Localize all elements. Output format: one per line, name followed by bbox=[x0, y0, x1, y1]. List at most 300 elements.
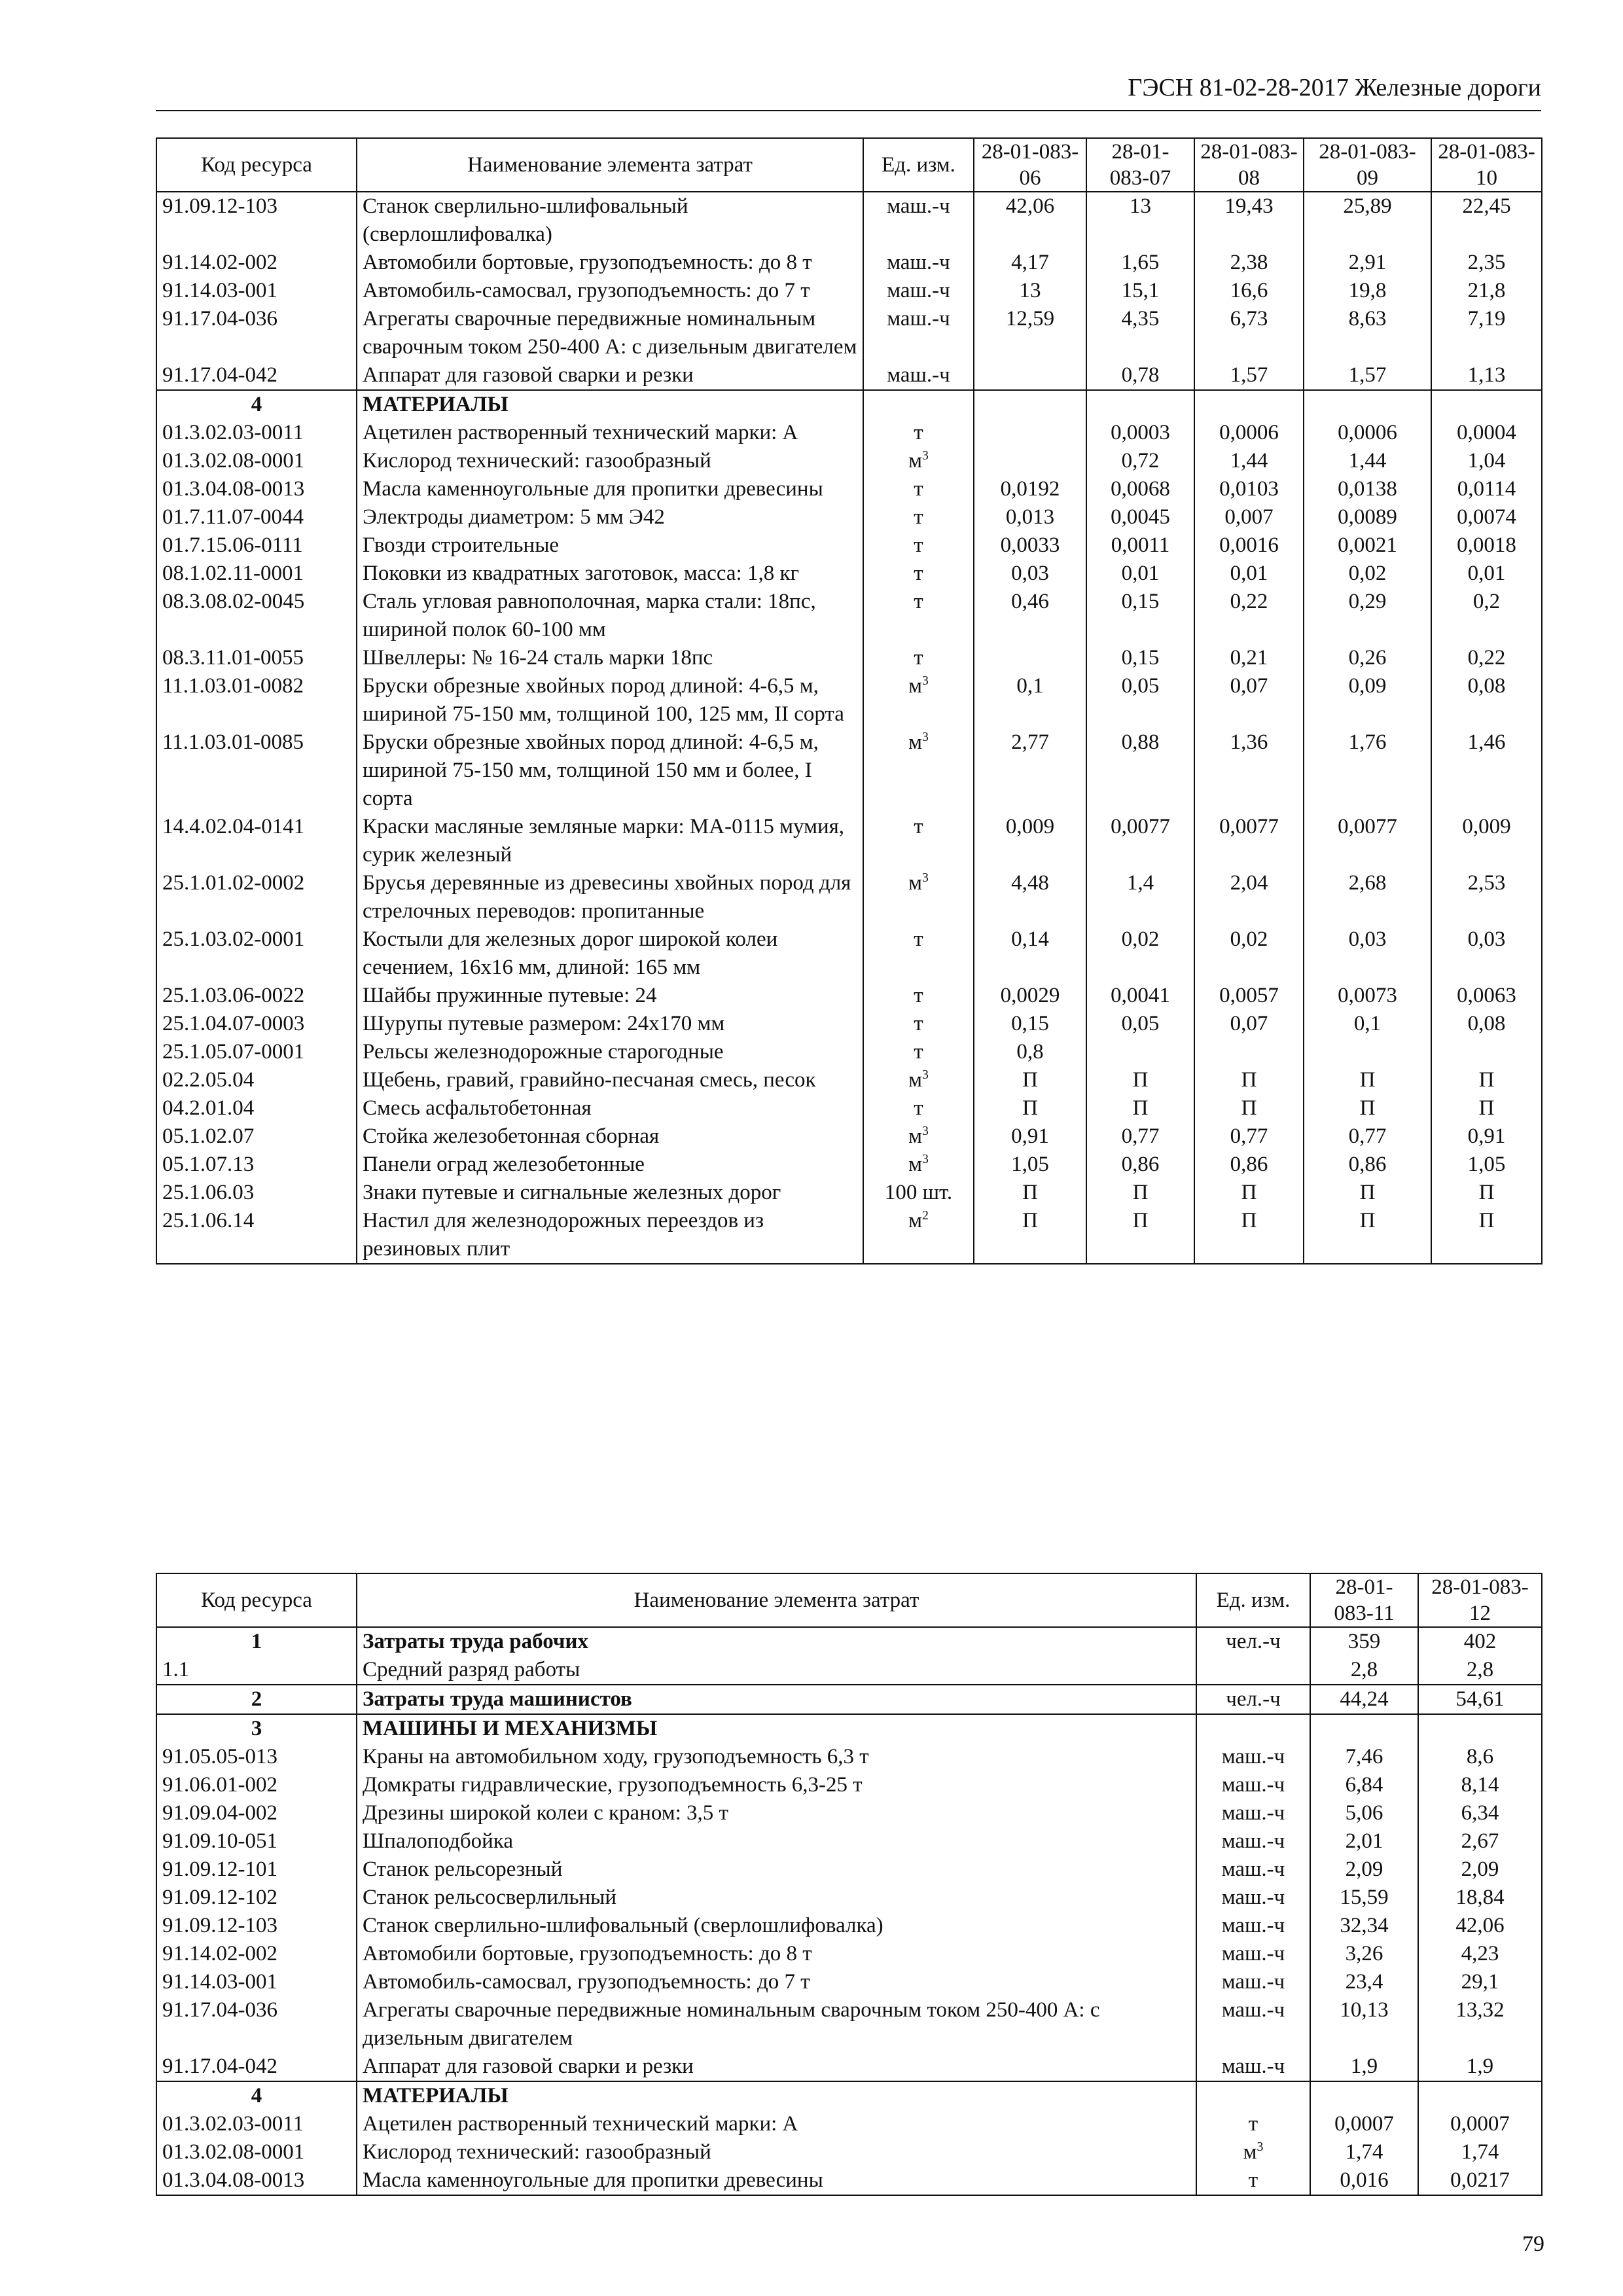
table-row bbox=[156, 1968, 1542, 1996]
resource-code: 91.14.03-001 bbox=[156, 277, 357, 305]
table-row bbox=[156, 1207, 1542, 1264]
unit-cell bbox=[1196, 2081, 1310, 2110]
table-row bbox=[156, 672, 1542, 728]
table-body bbox=[156, 192, 1542, 1264]
table-row bbox=[156, 1743, 1542, 1771]
table-body bbox=[156, 1627, 1542, 2195]
col-header-code: Код ресурса bbox=[156, 138, 357, 192]
resource-name: Электроды диаметром: 5 мм Э42 bbox=[357, 503, 863, 531]
value-cell: П bbox=[1431, 1179, 1542, 1207]
table-row bbox=[156, 277, 1542, 305]
resource-table-2 bbox=[156, 1573, 1543, 2196]
value-cell: 1,05 bbox=[974, 1151, 1086, 1179]
value-cell: 0,91 bbox=[1431, 1122, 1542, 1151]
value-cell: 1,13 bbox=[1431, 361, 1542, 390]
unit-cell: маш.-ч bbox=[1196, 1743, 1310, 1771]
unit-cell: маш.-ч bbox=[1196, 1856, 1310, 1884]
resource-code: 91.09.12-102 bbox=[156, 1884, 357, 1912]
unit-cell bbox=[1196, 1656, 1310, 1685]
value-cell bbox=[1086, 1038, 1194, 1066]
value-cell: 2,8 bbox=[1310, 1656, 1418, 1685]
value-cell: 0,15 bbox=[1086, 644, 1194, 672]
value-cell: 0,0192 bbox=[974, 475, 1086, 503]
value-cell: 4,17 bbox=[974, 249, 1086, 277]
resource-name: Сталь угловая равнополочная, марка стали: 18пс, шириной полок 60-100 мм bbox=[357, 588, 863, 644]
resource-name: Автомобили бортовые, грузоподъемность: до 8 т bbox=[357, 249, 863, 277]
value-cell: 2,09 bbox=[1418, 1856, 1542, 1884]
resource-name: Рельсы железнодорожные старогодные bbox=[357, 1038, 863, 1066]
value-cell: 0,1 bbox=[1304, 1010, 1431, 1038]
value-cell: 6,73 bbox=[1194, 305, 1304, 361]
value-cell: 2,8 bbox=[1418, 1656, 1542, 1685]
table-row bbox=[156, 1066, 1542, 1094]
resource-code: 91.09.12-103 bbox=[156, 1912, 357, 1940]
resource-name: МАТЕРИАЛЫ bbox=[357, 2081, 1196, 2110]
value-cell: 1,44 bbox=[1304, 447, 1431, 475]
unit-cell: $м^3$ bbox=[863, 672, 974, 728]
resource-code: 01.3.04.08-0013 bbox=[156, 2166, 357, 2195]
value-cell: 1,9 bbox=[1418, 2053, 1542, 2081]
page-header bbox=[156, 72, 1541, 111]
value-cell: 6,34 bbox=[1418, 1799, 1542, 1827]
resource-code: 91.09.12-101 bbox=[156, 1856, 357, 1884]
value-cell: 4,23 bbox=[1418, 1940, 1542, 1968]
unit-cell: маш.-ч bbox=[863, 305, 974, 361]
resource-code: 2 bbox=[156, 1685, 357, 1714]
value-cell: 19,8 bbox=[1304, 277, 1431, 305]
table-row bbox=[156, 813, 1542, 869]
col-header-unit: Ед. изм. bbox=[863, 138, 974, 192]
value-cell: 0,0138 bbox=[1304, 475, 1431, 503]
value-cell: 2,67 bbox=[1418, 1827, 1542, 1856]
resource-name: Агрегаты сварочные передвижные номинальным сварочным током 250-400 А: с дизельным двигателем bbox=[357, 305, 863, 361]
resource-name: Стойка железобетонная сборная bbox=[357, 1122, 863, 1151]
value-cell bbox=[1194, 390, 1304, 419]
unit-cell: т bbox=[863, 1038, 974, 1066]
resource-name: Ацетилен растворенный технический марки: А bbox=[357, 2110, 1196, 2138]
section-row bbox=[156, 1685, 1542, 1714]
resource-code: 01.7.15.06-0111 bbox=[156, 531, 357, 560]
table-row bbox=[156, 192, 1542, 249]
value-cell: 6,84 bbox=[1310, 1771, 1418, 1799]
table-row bbox=[156, 1151, 1542, 1179]
unit-cell: т bbox=[863, 560, 974, 588]
resource-code: 91.14.02-002 bbox=[156, 249, 357, 277]
value-cell bbox=[974, 390, 1086, 419]
resource-name: Настил для железнодорожных переездов из резиновых плит bbox=[357, 1207, 863, 1264]
value-cell: 0,0114 bbox=[1431, 475, 1542, 503]
unit-cell: $м^3$ bbox=[863, 869, 974, 925]
resource-name: Щебень, гравий, гравийно-песчаная смесь, песок bbox=[357, 1066, 863, 1094]
value-cell: 8,6 bbox=[1418, 1743, 1542, 1771]
resource-name: Краски масляные земляные марки: МА-0115 мумия, сурик железный bbox=[357, 813, 863, 869]
unit-cell: маш.-ч bbox=[1196, 1799, 1310, 1827]
value-cell: 0,009 bbox=[974, 813, 1086, 869]
value-cell bbox=[1431, 390, 1542, 419]
value-cell: П bbox=[1194, 1207, 1304, 1264]
value-cell: 13,32 bbox=[1418, 1996, 1542, 2053]
table-row bbox=[156, 1122, 1542, 1151]
value-cell: 0,0045 bbox=[1086, 503, 1194, 531]
value-cell bbox=[1194, 1038, 1304, 1066]
value-cell: П bbox=[1431, 1094, 1542, 1122]
value-cell: 0,15 bbox=[1086, 588, 1194, 644]
value-cell: 0,22 bbox=[1431, 644, 1542, 672]
value-cell: 23,4 bbox=[1310, 1968, 1418, 1996]
resource-code: 25.1.05.07-0001 bbox=[156, 1038, 357, 1066]
table-row bbox=[156, 644, 1542, 672]
unit-cell: маш.-ч bbox=[863, 192, 974, 249]
col-header-rate: 28-01-083-08 bbox=[1194, 138, 1304, 192]
resource-code: 14.4.02.04-0141 bbox=[156, 813, 357, 869]
value-cell: 0,2 bbox=[1431, 588, 1542, 644]
table-row bbox=[156, 503, 1542, 531]
table-row bbox=[156, 475, 1542, 503]
resource-name: Кислород технический: газообразный bbox=[357, 447, 863, 475]
value-cell: 1,74 bbox=[1418, 2138, 1542, 2166]
unit-cell: чел.-ч bbox=[1196, 1627, 1310, 1656]
value-cell: 0,46 bbox=[974, 588, 1086, 644]
section-row bbox=[156, 390, 1542, 419]
value-cell: 0,007 bbox=[1194, 503, 1304, 531]
value-cell: П bbox=[1304, 1094, 1431, 1122]
value-cell: 0,0007 bbox=[1310, 2110, 1418, 2138]
value-cell: 0,07 bbox=[1194, 672, 1304, 728]
value-cell: 1,74 bbox=[1310, 2138, 1418, 2166]
resource-name: Агрегаты сварочные передвижные номинальным сварочным током 250-400 А: с дизельным двигателем bbox=[357, 1996, 1196, 2053]
value-cell: 2,04 bbox=[1194, 869, 1304, 925]
table-row bbox=[156, 2166, 1542, 2195]
unit-cell: чел.-ч bbox=[1196, 1685, 1310, 1714]
value-cell: П bbox=[974, 1179, 1086, 1207]
unit-cell: маш.-ч bbox=[1196, 1940, 1310, 1968]
table-header-row bbox=[156, 1573, 1542, 1627]
value-cell: 0,0074 bbox=[1431, 503, 1542, 531]
value-cell: 42,06 bbox=[1418, 1912, 1542, 1940]
resource-code: 25.1.06.14 bbox=[156, 1207, 357, 1264]
value-cell: 0,0103 bbox=[1194, 475, 1304, 503]
col-header-unit: Ед. изм. bbox=[1196, 1573, 1310, 1627]
value-cell: 0,05 bbox=[1086, 1010, 1194, 1038]
unit-cell: т bbox=[863, 475, 974, 503]
value-cell bbox=[974, 644, 1086, 672]
resource-code: 91.06.01-002 bbox=[156, 1771, 357, 1799]
col-header-rate: 28-01-083-07 bbox=[1086, 138, 1194, 192]
value-cell: 0,0217 bbox=[1418, 2166, 1542, 2195]
value-cell: 8,63 bbox=[1304, 305, 1431, 361]
value-cell: 0,21 bbox=[1194, 644, 1304, 672]
table-row bbox=[156, 1010, 1542, 1038]
resource-name: Аппарат для газовой сварки и резки bbox=[357, 2053, 1196, 2081]
resource-code: 91.05.05-013 bbox=[156, 1743, 357, 1771]
value-cell: 0,15 bbox=[974, 1010, 1086, 1038]
value-cell bbox=[1304, 390, 1431, 419]
value-cell bbox=[1418, 2081, 1542, 2110]
value-cell: 0,0018 bbox=[1431, 531, 1542, 560]
resource-name: Панели оград железобетонные bbox=[357, 1151, 863, 1179]
unit-cell bbox=[1196, 1714, 1310, 1743]
resource-name: Станок сверлильно-шлифовальный (сверлошлифовалка) bbox=[357, 1912, 1196, 1940]
unit-cell: маш.-ч bbox=[1196, 1912, 1310, 1940]
col-header-rate: 28-01-083-06 bbox=[974, 138, 1086, 192]
table-header-row bbox=[156, 138, 1542, 192]
resource-code: 25.1.01.02-0002 bbox=[156, 869, 357, 925]
unit-cell: $м^3$ bbox=[863, 1151, 974, 1179]
value-cell bbox=[1431, 1038, 1542, 1066]
table-row bbox=[156, 560, 1542, 588]
value-cell: 0,91 bbox=[974, 1122, 1086, 1151]
value-cell: 0,0063 bbox=[1431, 982, 1542, 1010]
value-cell bbox=[1310, 2081, 1418, 2110]
value-cell: 1,46 bbox=[1431, 728, 1542, 813]
resource-name: Затраты труда рабочих bbox=[357, 1627, 1196, 1656]
value-cell: 1,76 bbox=[1304, 728, 1431, 813]
resource-name: Станок сверлильно-шлифовальный (сверлошлифовалка) bbox=[357, 192, 863, 249]
table-row bbox=[156, 2138, 1542, 2166]
resource-name: Кислород технический: газообразный bbox=[357, 2138, 1196, 2166]
table-row bbox=[156, 869, 1542, 925]
resource-name: Автомобиль-самосвал, грузоподъемность: до 7 т bbox=[357, 277, 863, 305]
value-cell: 0,0041 bbox=[1086, 982, 1194, 1010]
unit-cell: маш.-ч bbox=[1196, 1884, 1310, 1912]
resource-code: 25.1.03.02-0001 bbox=[156, 925, 357, 982]
resource-name: Брусья деревянные из древесины хвойных пород для стрелочных переводов: пропитанные bbox=[357, 869, 863, 925]
resource-code: 91.17.04-042 bbox=[156, 361, 357, 390]
value-cell: 0,86 bbox=[1086, 1151, 1194, 1179]
value-cell: 2,09 bbox=[1310, 1856, 1418, 1884]
value-cell: 0,0003 bbox=[1086, 419, 1194, 447]
value-cell: П bbox=[1304, 1066, 1431, 1094]
unit-cell: маш.-ч bbox=[863, 249, 974, 277]
resource-code: 91.17.04-042 bbox=[156, 2053, 357, 2081]
resource-code: 3 bbox=[156, 1714, 357, 1743]
value-cell: 0,1 bbox=[974, 672, 1086, 728]
table-row bbox=[156, 1771, 1542, 1799]
resource-name: Смесь асфальтобетонная bbox=[357, 1094, 863, 1122]
value-cell: П bbox=[974, 1207, 1086, 1264]
value-cell: 0,0068 bbox=[1086, 475, 1194, 503]
unit-cell: т bbox=[863, 1094, 974, 1122]
table-row bbox=[156, 361, 1542, 390]
value-cell: 0,88 bbox=[1086, 728, 1194, 813]
unit-cell: т bbox=[863, 503, 974, 531]
value-cell: 0,0016 bbox=[1194, 531, 1304, 560]
resource-code: 08.3.08.02-0045 bbox=[156, 588, 357, 644]
resource-name: Автомобили бортовые, грузоподъемность: до 8 т bbox=[357, 1940, 1196, 1968]
resource-name: Масла каменноугольные для пропитки древесины bbox=[357, 475, 863, 503]
value-cell: 1,65 bbox=[1086, 249, 1194, 277]
resource-name: МАШИНЫ И МЕХАНИЗМЫ bbox=[357, 1714, 1196, 1743]
table-row bbox=[156, 1656, 1542, 1685]
value-cell: 21,8 bbox=[1431, 277, 1542, 305]
value-cell: 0,02 bbox=[1304, 560, 1431, 588]
resource-name: Шурупы путевые размером: 24х170 мм bbox=[357, 1010, 863, 1038]
value-cell: 2,77 bbox=[974, 728, 1086, 813]
value-cell: 0,0073 bbox=[1304, 982, 1431, 1010]
value-cell: 402 bbox=[1418, 1627, 1542, 1656]
unit-cell: т bbox=[863, 1010, 974, 1038]
value-cell: 0,05 bbox=[1086, 672, 1194, 728]
value-cell: 29,1 bbox=[1418, 1968, 1542, 1996]
resource-code: 91.09.10-051 bbox=[156, 1827, 357, 1856]
value-cell: П bbox=[1431, 1066, 1542, 1094]
resource-name: Краны на автомобильном ходу, грузоподъемность 6,3 т bbox=[357, 1743, 1196, 1771]
table-row bbox=[156, 1940, 1542, 1968]
table-row bbox=[156, 588, 1542, 644]
value-cell: 44,24 bbox=[1310, 1685, 1418, 1714]
value-cell bbox=[974, 419, 1086, 447]
table-row bbox=[156, 1884, 1542, 1912]
value-cell: 0,0011 bbox=[1086, 531, 1194, 560]
section-row bbox=[156, 1627, 1542, 1656]
table-row bbox=[156, 925, 1542, 982]
value-cell: 2,53 bbox=[1431, 869, 1542, 925]
table-row bbox=[156, 982, 1542, 1010]
value-cell: 2,38 bbox=[1194, 249, 1304, 277]
col-header-name: Наименование элемента затрат bbox=[357, 138, 863, 192]
unit-cell: т bbox=[863, 644, 974, 672]
resource-table-1 bbox=[156, 137, 1543, 1265]
resource-code: 25.1.06.03 bbox=[156, 1179, 357, 1207]
resource-code: 91.09.12-103 bbox=[156, 192, 357, 249]
value-cell: 19,43 bbox=[1194, 192, 1304, 249]
value-cell: 12,59 bbox=[974, 305, 1086, 361]
resource-code: 08.3.11.01-0055 bbox=[156, 644, 357, 672]
resource-name: Домкраты гидравлические, грузоподъемность 6,3-25 т bbox=[357, 1771, 1196, 1799]
unit-cell: $м^3$ bbox=[863, 1122, 974, 1151]
value-cell: 0,77 bbox=[1086, 1122, 1194, 1151]
table-row bbox=[156, 2110, 1542, 2138]
resource-name: Знаки путевые и сигнальные железных дорог bbox=[357, 1179, 863, 1207]
resource-name: Дрезины широкой колеи с краном: 3,5 т bbox=[357, 1799, 1196, 1827]
resource-code: 01.7.11.07-0044 bbox=[156, 503, 357, 531]
value-cell: 0,09 bbox=[1304, 672, 1431, 728]
resource-name: Станок рельсосверлильный bbox=[357, 1884, 1196, 1912]
value-cell: 13 bbox=[974, 277, 1086, 305]
value-cell: 0,0077 bbox=[1194, 813, 1304, 869]
resource-name: Швеллеры: № 16-24 сталь марки 18пс bbox=[357, 644, 863, 672]
resource-code: 91.17.04-036 bbox=[156, 305, 357, 361]
resource-code: 01.3.02.03-0011 bbox=[156, 2110, 357, 2138]
value-cell bbox=[1086, 390, 1194, 419]
table-row bbox=[156, 1179, 1542, 1207]
unit-cell: т bbox=[863, 588, 974, 644]
resource-code: 91.17.04-036 bbox=[156, 1996, 357, 2053]
section-row bbox=[156, 1714, 1542, 1743]
resource-name: Средний разряд работы bbox=[357, 1656, 1196, 1685]
value-cell: П bbox=[1086, 1094, 1194, 1122]
value-cell: П bbox=[1304, 1207, 1431, 1264]
value-cell: 8,14 bbox=[1418, 1771, 1542, 1799]
table-row bbox=[156, 447, 1542, 475]
value-cell: 0,22 bbox=[1194, 588, 1304, 644]
value-cell: П bbox=[1431, 1207, 1542, 1264]
page-number: 79 bbox=[1522, 2232, 1544, 2256]
resource-code: 02.2.05.04 bbox=[156, 1066, 357, 1094]
resource-code: 11.1.03.01-0082 bbox=[156, 672, 357, 728]
value-cell: 0,009 bbox=[1431, 813, 1542, 869]
unit-cell: т bbox=[863, 813, 974, 869]
unit-cell: маш.-ч bbox=[863, 361, 974, 390]
value-cell: 0,72 bbox=[1086, 447, 1194, 475]
unit-cell: $м^3$ bbox=[863, 1066, 974, 1094]
resource-name: Ацетилен растворенный технический марки: А bbox=[357, 419, 863, 447]
unit-cell: $м^3$ bbox=[863, 447, 974, 475]
resource-code: 1.1 bbox=[156, 1656, 357, 1685]
header-title: ГЭСН 81-02-28-2017 Железные дороги bbox=[1128, 74, 1541, 101]
value-cell: 3,26 bbox=[1310, 1940, 1418, 1968]
table-row bbox=[156, 249, 1542, 277]
value-cell: 0,016 bbox=[1310, 2166, 1418, 2195]
resource-name: Бруски обрезные хвойных пород длиной: 4-6,5 м, шириной 75-150 мм, толщиной 150 мм и более, I сорта bbox=[357, 728, 863, 813]
resource-code: 01.3.02.03-0011 bbox=[156, 419, 357, 447]
resource-code: 1 bbox=[156, 1627, 357, 1656]
value-cell: 1,9 bbox=[1310, 2053, 1418, 2081]
value-cell: 0,01 bbox=[1431, 560, 1542, 588]
table-row bbox=[156, 305, 1542, 361]
value-cell: 0,0029 bbox=[974, 982, 1086, 1010]
value-cell: 0,01 bbox=[1194, 560, 1304, 588]
value-cell: П bbox=[1086, 1207, 1194, 1264]
value-cell: 42,06 bbox=[974, 192, 1086, 249]
value-cell: П bbox=[1086, 1066, 1194, 1094]
unit-cell: т bbox=[863, 531, 974, 560]
unit-cell: маш.-ч bbox=[1196, 2053, 1310, 2081]
unit-cell: маш.-ч bbox=[863, 277, 974, 305]
value-cell bbox=[974, 447, 1086, 475]
resource-code: 4 bbox=[156, 2081, 357, 2110]
table-row bbox=[156, 419, 1542, 447]
value-cell: П bbox=[974, 1066, 1086, 1094]
value-cell: 0,0077 bbox=[1086, 813, 1194, 869]
value-cell: 0,08 bbox=[1431, 672, 1542, 728]
col-header-rate: 28-01-083-09 bbox=[1304, 138, 1431, 192]
value-cell: 2,35 bbox=[1431, 249, 1542, 277]
value-cell: П bbox=[974, 1094, 1086, 1122]
value-cell: 22,45 bbox=[1431, 192, 1542, 249]
value-cell bbox=[1418, 1714, 1542, 1743]
resource-code: 25.1.04.07-0003 bbox=[156, 1010, 357, 1038]
value-cell: 10,13 bbox=[1310, 1996, 1418, 2053]
resource-code: 05.1.07.13 bbox=[156, 1151, 357, 1179]
value-cell: 1,4 bbox=[1086, 869, 1194, 925]
value-cell: 0,07 bbox=[1194, 1010, 1304, 1038]
value-cell: 0,0057 bbox=[1194, 982, 1304, 1010]
resource-name: Масла каменноугольные для пропитки древесины bbox=[357, 2166, 1196, 2195]
unit-cell: $м^2$ bbox=[863, 1207, 974, 1264]
col-header-name: Наименование элемента затрат bbox=[357, 1573, 1196, 1627]
value-cell: 1,44 bbox=[1194, 447, 1304, 475]
resource-name: Гвозди строительные bbox=[357, 531, 863, 560]
value-cell: 0,0089 bbox=[1304, 503, 1431, 531]
resource-code: 08.1.02.11-0001 bbox=[156, 560, 357, 588]
table-row bbox=[156, 1094, 1542, 1122]
resource-code: 91.14.03-001 bbox=[156, 1968, 357, 1996]
col-header-rate: 28-01-083-11 bbox=[1310, 1573, 1418, 1627]
unit-cell: $м^3$ bbox=[1196, 2138, 1310, 2166]
value-cell: 0,03 bbox=[1304, 925, 1431, 982]
value-cell: 0,8 bbox=[974, 1038, 1086, 1066]
value-cell: П bbox=[1194, 1066, 1304, 1094]
unit-cell: $м^3$ bbox=[863, 728, 974, 813]
value-cell: 32,34 bbox=[1310, 1912, 1418, 1940]
resource-code: 91.09.04-002 bbox=[156, 1799, 357, 1827]
value-cell: 16,6 bbox=[1194, 277, 1304, 305]
value-cell: 0,0004 bbox=[1431, 419, 1542, 447]
unit-cell: маш.-ч bbox=[1196, 1996, 1310, 2053]
resource-code: 01.3.04.08-0013 bbox=[156, 475, 357, 503]
value-cell: 5,06 bbox=[1310, 1799, 1418, 1827]
